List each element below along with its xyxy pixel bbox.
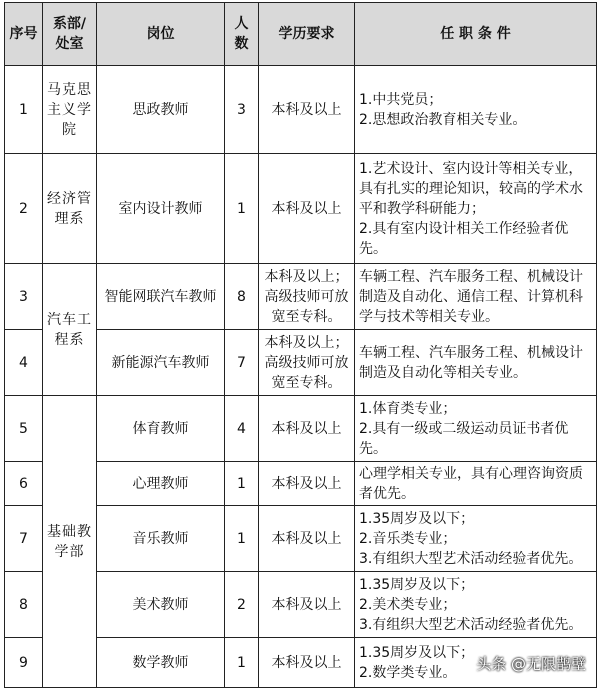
cond-cell [355, 462, 597, 506]
cond-cell [355, 264, 597, 330]
cond-line: 2.具有室内设计相关工作经验者优先。 [359, 220, 569, 257]
seq-cell: 4 [5, 330, 43, 396]
edu-cell: 本科及以上 [259, 638, 355, 688]
count-cell: 8 [225, 264, 259, 330]
dept-cell: 基础教学部 [43, 396, 97, 688]
count-cell: 2 [225, 572, 259, 638]
seq-cell: 2 [5, 154, 43, 264]
dept-cell: 汽车工程系 [43, 264, 97, 396]
post-cell: 新能源汽车教师 [97, 330, 225, 396]
seq-cell: 1 [5, 66, 43, 154]
post-cell: 数学教师 [97, 638, 225, 688]
cond-line: 2.音乐类专业； [359, 530, 457, 547]
header-edu: 学历要求 [259, 3, 355, 66]
edu-cell: 本科及以上 [259, 462, 355, 506]
seq-cell: 8 [5, 572, 43, 638]
table-row [5, 264, 597, 330]
dept-cell: 马克思主义学院 [43, 66, 97, 154]
table-row [5, 396, 597, 462]
cond-line: 心理学相关专业，具有心理咨询资质者优先。 [359, 465, 583, 502]
cond-cell [355, 506, 597, 572]
post-cell: 智能网联汽车教师 [97, 264, 225, 330]
seq-cell: 5 [5, 396, 43, 462]
cond-line: 2.数学类专业。 [359, 664, 457, 681]
count-cell: 1 [225, 638, 259, 688]
cond-line: 1.35周岁及以下； [359, 576, 475, 593]
header-dept: 系部/处室 [43, 3, 97, 66]
post-cell: 思政教师 [97, 66, 225, 154]
seq-cell: 3 [5, 264, 43, 330]
cond-line: 2.思想政治教育相关专业。 [359, 111, 527, 128]
cond-line: 2.美术类专业； [359, 596, 457, 613]
cond-line: 车辆工程、汽车服务工程、机械设计制造及自动化、通信工程、计算机科学与技术等相关专业。 [359, 268, 583, 325]
edu-cell: 本科及以上 [259, 396, 355, 462]
edu-cell: 本科及以上 [259, 154, 355, 264]
cond-line: 车辆工程、汽车服务工程、机械设计制造及自动化等相关专业。 [359, 344, 583, 381]
cond-line: 2.具有一级或二级运动员证书者优先。 [359, 420, 569, 457]
cond-line: 1.体育类专业； [359, 400, 457, 417]
dept-cell: 经济管理系 [43, 154, 97, 264]
edu-cell: 本科及以上；高级技师可放宽至专科。 [259, 264, 355, 330]
cond-line: 1.35周岁及以下； [359, 644, 475, 661]
seq-cell: 9 [5, 638, 43, 688]
table-row [5, 66, 597, 154]
header-row [5, 3, 597, 66]
cond-line: 1.中共党员； [359, 91, 443, 108]
post-cell: 体育教师 [97, 396, 225, 462]
count-cell: 1 [225, 462, 259, 506]
edu-cell: 本科及以上；高级技师可放宽至专科。 [259, 330, 355, 396]
cond-cell [355, 66, 597, 154]
count-cell: 7 [225, 330, 259, 396]
cond-line: 1.艺术设计、室内设计等相关专业，具有扎实的理论知识，较高的学术水平和教学科研能力； [359, 160, 583, 217]
header-seq: 序号 [5, 3, 43, 66]
post-cell: 美术教师 [97, 572, 225, 638]
header-count: 人数 [225, 3, 259, 66]
edu-cell: 本科及以上 [259, 506, 355, 572]
post-cell: 心理教师 [97, 462, 225, 506]
seq-cell: 6 [5, 462, 43, 506]
cond-line: 1.35周岁及以下； [359, 510, 475, 527]
cond-cell [355, 330, 597, 396]
header-post: 岗位 [97, 3, 225, 66]
count-cell: 1 [225, 506, 259, 572]
edu-cell: 本科及以上 [259, 572, 355, 638]
cond-cell [355, 396, 597, 462]
edu-cell: 本科及以上 [259, 66, 355, 154]
count-cell: 4 [225, 396, 259, 462]
cond-line: 3.有组织大型艺术活动经验者优先。 [359, 550, 583, 567]
count-cell: 1 [225, 154, 259, 264]
cond-line: 3.有组织大型艺术活动经验者优先。 [359, 616, 583, 633]
post-cell: 室内设计教师 [97, 154, 225, 264]
watermark: 头条 @无限鹊壁 [476, 655, 586, 673]
count-cell: 3 [225, 66, 259, 154]
recruitment-table [4, 2, 597, 688]
seq-cell: 7 [5, 506, 43, 572]
post-cell: 音乐教师 [97, 506, 225, 572]
cond-cell [355, 572, 597, 638]
table-row [5, 154, 597, 264]
cond-cell [355, 154, 597, 264]
header-cond: 任 职 条 件 [355, 3, 597, 66]
